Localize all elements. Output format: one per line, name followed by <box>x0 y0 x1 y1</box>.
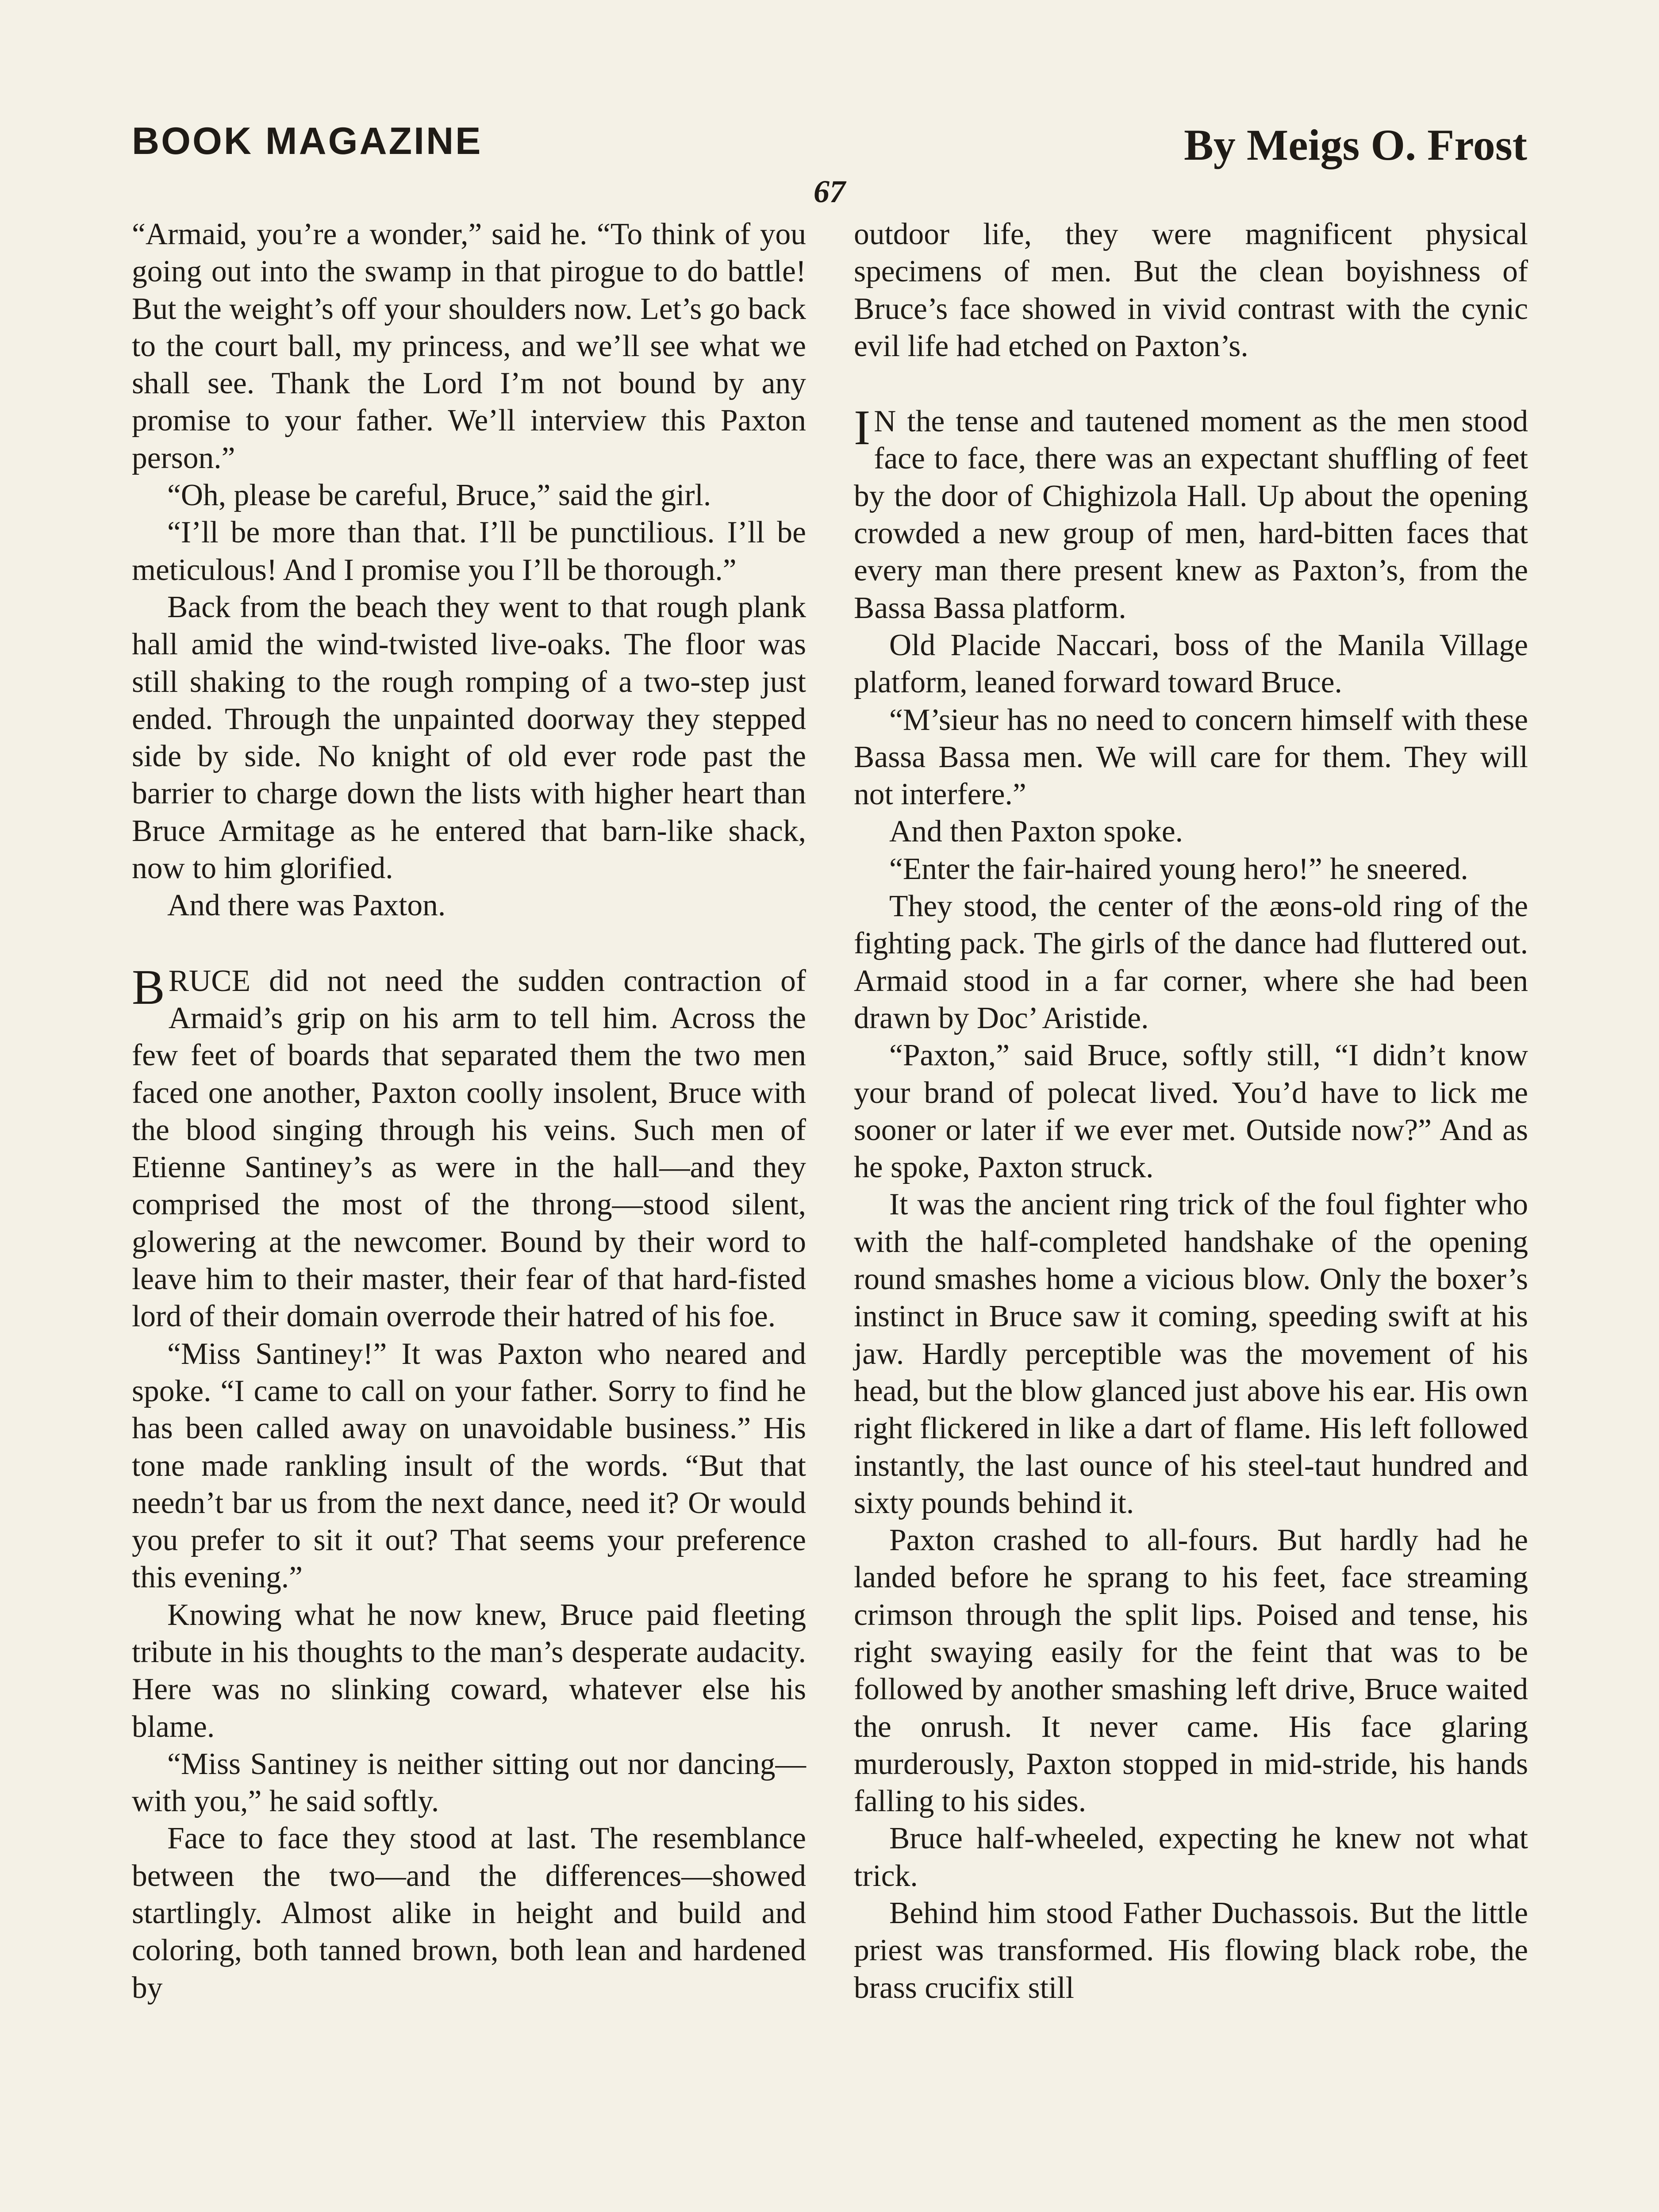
section-opening-paragraph <box>132 960 806 1336</box>
small-caps-lead: N <box>874 404 896 439</box>
paragraph: “Paxton,” said Bruce, softly still, “I didn’t know your brand of polecat lived. You’d have to lick me sooner or later if we ever met. Outside now?” And as he spoke, Paxton struck. <box>854 1038 1528 1185</box>
paragraph-text: the tense and tautened moment as the men stood face to face, there was an expectant shuffling of feet by the door of Chighizola Hall. Up about the opening crowded a new group of men, hard-bitten faces that every man there present knew as Paxton’s, from the Bassa Bassa platform. <box>854 404 1528 625</box>
paragraph: “I’ll be more than that. I’ll be punctilious. I’ll be meticulous! And I promise you I’ll be thorough.” <box>132 515 806 587</box>
paragraph: Knowing what he now knew, Bruce paid fleeting tribute in his thoughts to the man’s desperate audacity. Here was no slinking coward, whatever else his blame. <box>132 1598 806 1744</box>
paragraph: Old Placide Naccari, boss of the Manila Village platform, leaned forward toward Bruce. <box>854 628 1528 700</box>
paragraph: “Armaid, you’re a wonder,” said he. “To think of you going out into the swamp in that pirogue to do battle! But the weight’s off your shoulders now. Let’s go back to the court ball, my princess, and we’ll see what we shall see. Thank the Lord I’m not bound by any promise to your father. We’ll interview this Paxton person.” <box>132 217 806 475</box>
paragraph: And then Paxton spoke. <box>889 814 1183 849</box>
right-column <box>854 216 1528 2007</box>
paragraph: outdoor life, they were magnificent physical specimens of men. But the clean boyishness of Bruce’s face showed in vivid contrast with the cynic evil life had etched on Paxton’s. <box>854 217 1528 363</box>
paragraph: Behind him stood Father Duchassois. But the little priest was transformed. His flowing black robe, the brass crucifix still <box>854 1896 1528 2005</box>
paragraph-text: did not need the sudden contraction of Armaid’s grip on his arm to tell him. Across the few feet of boards that separated them the two men faced one another, Paxton coolly insolent, Bruce with the blood singing through his veins. Such men of Etienne Santiney’s as were in the hall—and they comprised the most of the throng—stood silent, glowering at the newcomer. Bound by their word to leave him to their master, their fear of that hard-fisted lord of their domain overrode their hatred of his foe. <box>132 964 806 1334</box>
paragraph: Back from the beach they went to that rough plank hall amid the wind-twisted live-oaks. The floor was still shaking to the rough romping of a two-step just ended. Through the unpainted doorway they stepped side by side. No knight of old ever rode past the barrier to charge down the lists with higher heart than Bruce Armitage as he entered that barn-like shack, now to him glorified. <box>132 590 806 886</box>
paragraph: “Oh, please be careful, Bruce,” said the girl. <box>167 478 711 513</box>
page-number: 67 <box>814 174 845 209</box>
paragraph: “Miss Santiney!” It was Paxton who neared and spoke. “I came to call on your father. Sorry to find he has been called away on unavoidable business.” His tone made rankling insult of the words. “But that needn’t bar us from the next dance, need it? Or would you prefer to sit it out? That seems your preference this evening.” <box>132 1336 806 1595</box>
paragraph: Face to face they stood at last. The resemblance between the two—and the differences—showed startlingly. Almost alike in height and build and coloring, both tanned brown, both lean and hardened by <box>132 1821 806 2005</box>
drop-cap: I <box>854 400 871 456</box>
running-header-author: By Meigs O. Frost <box>1184 120 1527 169</box>
paragraph: Paxton crashed to all-fours. But hardly had he landed before he sprang to his feet, face streaming crimson through the split lips. Poised and tense, his right swaying easily for the feint that was to be followed by another smashing left drive, Bruce waited the onrush. It never came. His face glaring murderously, Paxton stopped in mid-stride, his hands falling to his sides. <box>854 1523 1528 1819</box>
paragraph: “Miss Santiney is neither sitting out nor dancing—with you,” he said softly. <box>132 1747 806 1819</box>
paragraph: It was the ancient ring trick of the foul fighter who with the half-completed handshake of the opening round smashes home a vicious blow. Only the boxer’s instinct in Bruce saw it coming, speeding swift at his jaw. Hardly perceptible was the movement of his head, but the blow glanced just above his ear. His own right flickered in like a dart of flame. His left followed instantly, the last ounce of his steel-taut hundred and sixty pounds behind it. <box>854 1187 1528 1520</box>
paragraph: And there was Paxton. <box>167 888 446 923</box>
left-column <box>132 216 806 2007</box>
small-caps-lead: RUCE <box>168 964 251 998</box>
section-opening-paragraph <box>854 400 1528 627</box>
paragraph: “M’sieur has no need to concern himself with these Bassa Bassa men. We will care for them. They will not interfere.” <box>854 703 1528 812</box>
paragraph: “Enter the fair-haired young hero!” he sneered. <box>889 852 1468 886</box>
paragraph: Bruce half-wheeled, expecting he knew not what trick. <box>854 1821 1528 1893</box>
paragraph: They stood, the center of the æons-old ring of the fighting pack. The girls of the dance had fluttered out. Armaid stood in a far corner, where she had been drawn by Doc’ Aristide. <box>854 889 1528 1035</box>
running-header-title: BOOK MAGAZINE <box>132 120 483 162</box>
drop-cap: B <box>132 960 165 1015</box>
